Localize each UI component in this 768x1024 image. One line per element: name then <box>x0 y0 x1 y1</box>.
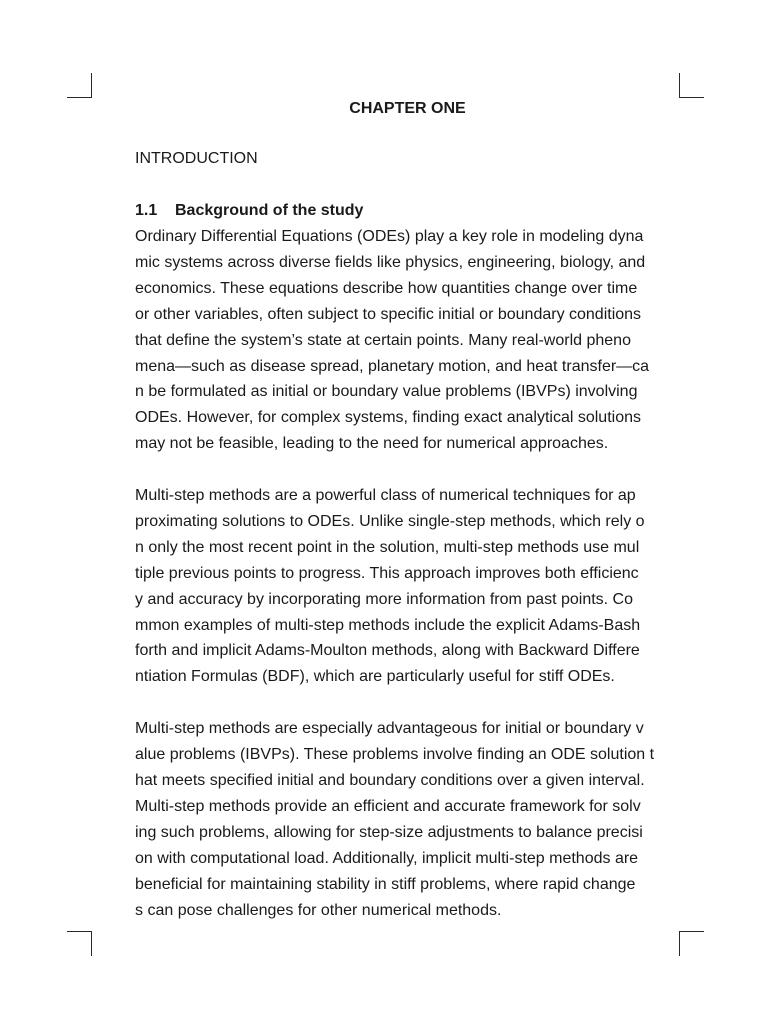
crop-mark-top-right <box>679 73 704 98</box>
document-page <box>135 96 680 923</box>
paragraph-line: n be formulated as initial or boundary value problems (IBVPs) involving <box>135 383 638 401</box>
paragraph-line: may not be feasible, leading to the need for numerical approaches. <box>135 435 609 453</box>
paragraph-line: Multi-step methods are especially advantageous for initial or boundary v <box>135 720 644 738</box>
paragraph <box>135 224 680 457</box>
paragraph-line: ODEs. However, for complex systems, finding exact analytical solutions <box>135 409 641 427</box>
paragraph-line: beneficial for maintaining stability in stiff problems, where rapid change <box>135 875 636 893</box>
crop-mark-bottom-left <box>67 931 92 956</box>
paragraph-line: that define the system’s state at certain points. Many real-world pheno <box>135 331 631 349</box>
subsection-heading <box>135 198 680 224</box>
paragraph-line: Multi-step methods are a powerful class of numerical techniques for ap <box>135 487 636 505</box>
section-label: INTRODUCTION <box>135 150 258 167</box>
paragraph-line: alue problems (IBVPs). These problems involve finding an ODE solution t <box>135 746 655 764</box>
paragraph-line: ntiation Formulas (BDF), which are particularly useful for stiff ODEs. <box>135 668 615 686</box>
paragraph <box>135 716 680 923</box>
subsection-title: Background of the study <box>175 202 364 219</box>
paragraph-line: n only the most recent point in the solution, multi-step methods use mul <box>135 538 640 556</box>
paragraph-line: economics. These equations describe how quantities change over time <box>135 279 638 297</box>
subsection-number: 1.1 <box>135 202 158 219</box>
paragraph-line: tiple previous points to progress. This approach improves both efficienc <box>135 564 639 582</box>
paragraph-line: forth and implicit Adams-Moulton methods, along with Backward Differe <box>135 642 640 660</box>
crop-mark-bottom-right <box>679 931 704 956</box>
paragraph-line: y and accuracy by incorporating more information from past points. Co <box>135 590 634 608</box>
crop-mark-top-left <box>67 73 92 98</box>
paragraph-line: mmon examples of multi-step methods include the explicit Adams-Bash <box>135 616 641 634</box>
paragraph-line: mic systems across diverse fields like physics, engineering, biology, and <box>135 253 646 271</box>
paragraph-line: ing such problems, allowing for step-size adjustments to balance precisi <box>135 823 643 841</box>
paragraph-line: proximating solutions to ODEs. Unlike single-step methods, which rely o <box>135 512 645 530</box>
paragraph-line: mena—such as disease spread, planetary motion, and heat transfer—ca <box>135 357 650 375</box>
paragraph-line: s can pose challenges for other numerical methods. <box>135 901 502 919</box>
chapter-title: CHAPTER ONE <box>349 100 466 117</box>
paragraph-line: hat meets specified initial and boundary conditions over a given interval. <box>135 772 645 789</box>
paragraph-line: on with computational load. Additionally, implicit multi-step methods are <box>135 849 639 867</box>
paragraph-line: Ordinary Differential Equations (ODEs) play a key role in modeling dyna <box>135 228 644 245</box>
paragraph-line: Multi-step methods provide an efficient and accurate framework for solv <box>135 797 641 815</box>
paragraph-line: or other variables, often subject to specific initial or boundary conditions <box>135 305 642 323</box>
paragraph <box>135 483 680 690</box>
